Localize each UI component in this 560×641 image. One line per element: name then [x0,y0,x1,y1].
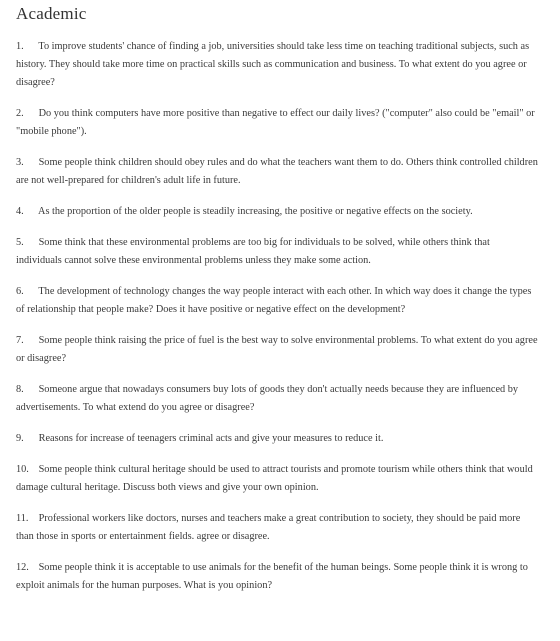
question-number: 4. [16,206,24,217]
question-number: 10. [16,464,29,475]
question-number: 3. [16,157,24,168]
question-list [16,38,538,595]
question-text: Reasons for increase of teenagers criminal acts and give your measures to reduce it. [38,433,384,444]
question-text: Some people think cultural heritage should be used to attract tourists and promote tourism while others think that would damage cultural heritage. Discuss both views and give your own opinion. [16,464,533,493]
question-text: As the proportion of the older people is steadily increasing, the positive or negative effects on the society. [38,206,473,217]
question-text: To improve students' chance of finding a job, universities should take less time on teaching traditional subjects, such as history. They should take more time on practical skills such as communication and business. To what extent do you agree or disagree? [16,41,530,88]
question-item [16,510,538,546]
question-item [16,38,538,92]
question-item [16,234,538,270]
question-number: 12. [16,562,29,573]
question-number: 1. [16,41,24,52]
question-number: 11. [16,513,29,524]
question-text: The development of technology changes the way people interact with each other. In which way does it change the types of relationship that people make? Does it have positive or negative effect on the development? [16,286,532,315]
question-number: 7. [16,335,24,346]
question-item [16,105,538,141]
question-number: 5. [16,237,24,248]
question-text: Some people think children should obey rules and do what the teachers want them to do. Others think controlled children are not well-prepared for children's adult life in future. [16,157,538,186]
question-item [16,332,538,368]
question-item [16,381,538,417]
question-text: Someone argue that nowadays consumers buy lots of goods they don't actually needs because they are influenced by advertisements. To what extend do you agree or disagree? [16,384,519,413]
question-item [16,203,538,221]
question-text: Some think that these environmental problems are too big for individuals to be solved, while others think that individuals cannot solve these environmental problems unless they make some action. [16,237,490,266]
question-number: 2. [16,108,24,119]
question-item [16,461,538,497]
question-text: Some people think it is acceptable to use animals for the benefit of the human beings. Some people think it is wrong to exploit animals for the human purposes. What is you opinion? [16,562,528,591]
page-title: Academic [16,4,87,23]
question-text: Professional workers like doctors, nurses and teachers make a great contribution to society, they should be paid more than those in sports or entertainment fields. agree or disagree. [16,513,521,542]
question-number: 6. [16,286,24,297]
question-item [16,283,538,319]
question-item [16,154,538,190]
question-number: 8. [16,384,24,395]
question-text: Do you think computers have more positive than negative to effect our daily lives? ("computer" also could be "email" or "mobile phone"). [16,108,535,137]
question-text: Some people think raising the price of fuel is the best way to solve environmental problems. To what extent do you agree or disagree? [16,335,538,364]
question-number: 9. [16,433,24,444]
question-item [16,559,538,595]
question-item [16,430,538,448]
